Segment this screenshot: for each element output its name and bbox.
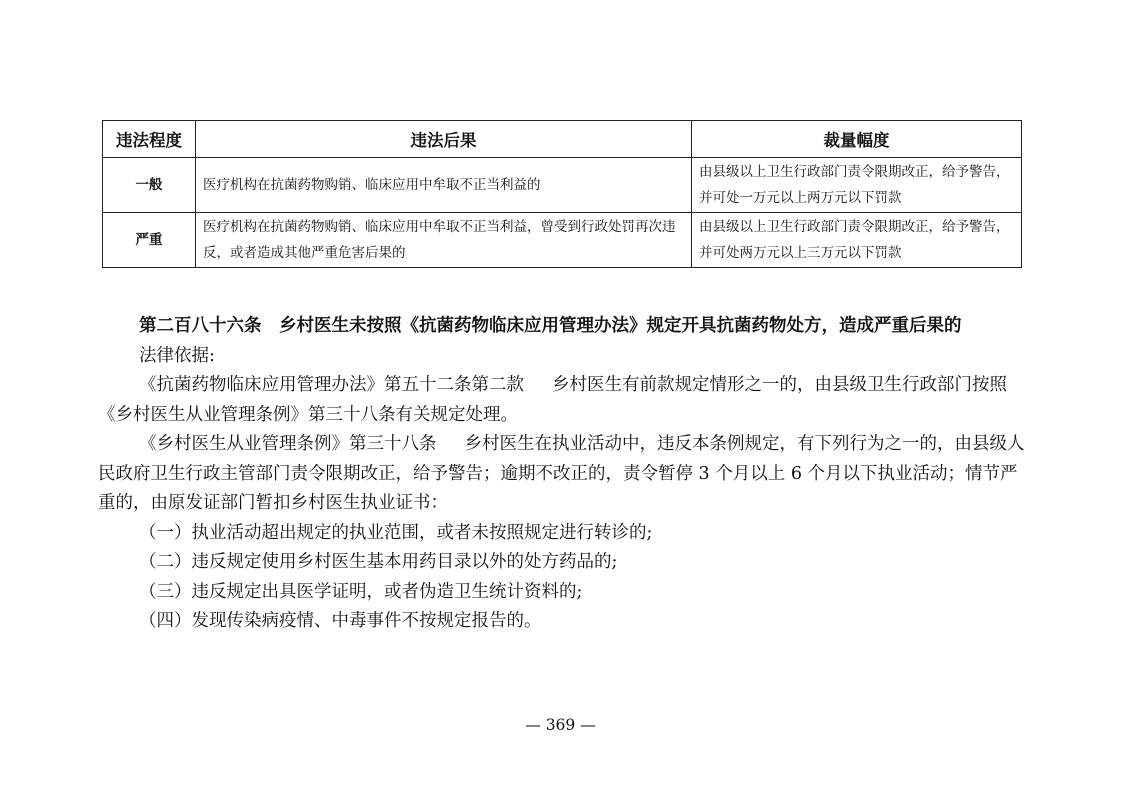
header-violation-consequence: 违法后果: [196, 121, 692, 158]
provision-paragraph: [98, 371, 1028, 430]
table-row: [103, 213, 1022, 268]
table-row: [103, 158, 1022, 213]
provision-text: 乡村医生有前款规定情形之一的，由县级卫生行政部门按照《乡村医生从业管理条例》第三十八条有关规定处理。: [98, 375, 1007, 425]
row-consequence-cell: 医疗机构在抗菌药物购销、临床应用中牟取不正当利益的: [196, 158, 692, 213]
row-penalty-cell: 由县级以上卫生行政部门责令限期改正，给予警告，并可处两万元以上三万元以下罚款: [692, 213, 1022, 268]
list-item: （三）违反规定出具医学证明，或者伪造卫生统计资料的;: [139, 581, 583, 602]
provision-text: 乡村医生在执业活动中，违反本条例规定，有下列行为之一的，由县级人民政府卫生行政主管部门责令限期改正，给予警告；逾期不改正的，责令暂停 3 个月以上 6 个月以下执业活动；情节严重的，由原发证部门暂扣乡村医生执业证书：: [98, 434, 1025, 513]
provision-paragraph: [98, 430, 1028, 519]
row-level-cell: 一般: [103, 158, 196, 213]
article-heading: 第二百八十六条 乡村医生未按照《抗菌药物临床应用管理办法》规定开具抗菌药物处方，造成严重后果的: [139, 316, 962, 336]
header-violation-degree: 违法程度: [103, 121, 196, 158]
list-item: （一）执业活动超出规定的执业范围，或者未按照规定进行转诊的;: [139, 522, 653, 543]
provision-reference: 《乡村医生从业管理条例》第三十八条: [139, 434, 437, 454]
penalty-discretion-table: [102, 120, 1022, 268]
provision-reference: 《抗菌药物临床应用管理办法》第五十二条第二款: [139, 375, 524, 395]
page-number: — 369 —: [525, 716, 596, 734]
row-consequence-cell: 医疗机构在抗菌药物购销、临床应用中牟取不正当利益，曾受到行政处罚再次违反，或者造成其他严重危害后果的: [196, 213, 692, 268]
list-item: （二）违反规定使用乡村医生基本用药目录以外的处方药品的;: [139, 552, 618, 572]
legal-basis-label: 法律依据:: [139, 345, 215, 366]
row-level-cell: 严重: [103, 213, 196, 268]
row-penalty-cell: 由县级以上卫生行政部门责令限期改正，给予警告，并可处一万元以上两万元以下罚款: [692, 158, 1022, 213]
header-discretion-range: 裁量幅度: [692, 121, 1022, 158]
table-header-row: [103, 121, 1022, 158]
list-item: （四）发现传染病疫情、中毒事件不按规定报告的。: [139, 611, 542, 631]
article-body: [98, 312, 1028, 637]
